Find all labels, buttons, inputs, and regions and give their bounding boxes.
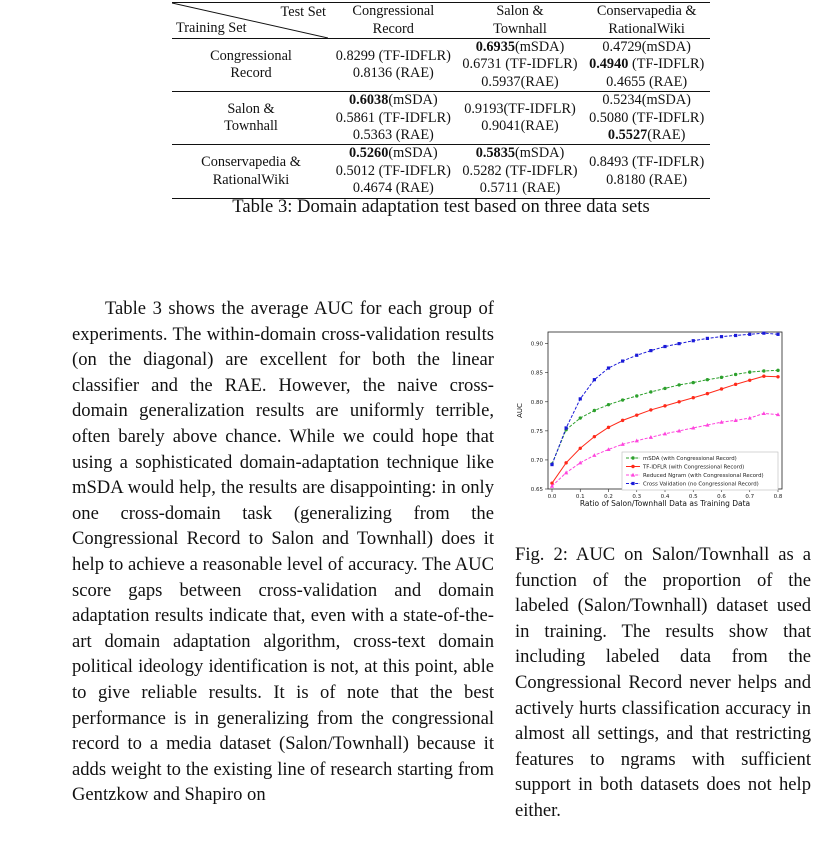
auc-line-chart <box>512 324 812 524</box>
table-cell <box>330 92 457 145</box>
table-cell <box>583 145 710 198</box>
row-header-line: Conservapedia & <box>201 154 301 171</box>
x-tick-label: 0.8 <box>773 494 783 500</box>
series-0-point <box>579 416 582 419</box>
row-header-line: RationalWiki <box>212 171 290 188</box>
series-1-point <box>635 413 638 416</box>
cell-value-line <box>584 110 709 127</box>
series-0-point <box>720 376 723 379</box>
series-1-point <box>564 461 567 464</box>
score-text: 0.5080 (TF-IDFLR) <box>589 109 705 126</box>
cell-value-line <box>331 163 456 180</box>
x-tick-label: 0.3 <box>632 494 642 500</box>
score-text: 0.8493 (TF-IDFLR) <box>589 154 705 171</box>
series-1-point <box>621 419 624 422</box>
series-0-point <box>621 398 624 401</box>
series-3-point <box>663 345 666 348</box>
series-1-point <box>663 404 666 407</box>
row-header-line: Record <box>230 65 272 82</box>
series-1-point <box>692 396 695 399</box>
table-row <box>172 92 710 145</box>
score-text: (mSDA) <box>515 145 565 162</box>
series-1-point <box>607 426 610 429</box>
score-text: 0.5363 (RAE) <box>352 127 434 144</box>
domain-adaptation-table <box>172 2 710 199</box>
cell-value-line <box>584 74 709 91</box>
score-text: 0.5282 (TF-IDFLR) <box>462 162 578 179</box>
series-1-point <box>706 392 709 395</box>
series-0-point <box>748 370 751 373</box>
score-text: 0.4729(mSDA) <box>602 39 691 55</box>
legend-swatch-point <box>631 456 634 459</box>
series-0-point <box>649 390 652 393</box>
row-header <box>172 39 330 92</box>
table-row <box>172 145 710 198</box>
table-corner-header <box>172 3 330 39</box>
best-score: 0.5835 <box>475 145 516 162</box>
table-cell <box>457 39 584 92</box>
series-3-point <box>621 359 624 362</box>
row-header <box>172 92 330 145</box>
series-0-point <box>607 403 610 406</box>
cell-value-line <box>458 56 583 73</box>
y-tick-label: 0.85 <box>530 370 543 377</box>
header-training-set: Training Set <box>176 19 247 36</box>
table-cell <box>583 39 710 92</box>
cell-value-line <box>331 92 456 109</box>
table-cell <box>583 92 710 145</box>
series-3-point <box>692 339 695 342</box>
series-1-point <box>762 374 765 377</box>
x-tick-label: 0.2 <box>604 494 613 500</box>
x-tick-label: 0.7 <box>745 494 755 500</box>
cell-value-line <box>458 118 583 135</box>
x-tick-label: 0.4 <box>660 494 670 500</box>
series-0-point <box>734 373 737 376</box>
best-score: 0.5260 <box>349 145 389 162</box>
series-3-point <box>678 342 681 345</box>
row-header-line: Salon & <box>227 100 275 117</box>
series-3-point <box>607 366 610 369</box>
x-tick-label: 0.6 <box>717 494 726 500</box>
table-row <box>172 39 710 92</box>
cell-value-line <box>584 56 709 73</box>
row-header-line: Congressional <box>210 47 292 64</box>
score-text: (RAE) <box>647 127 686 144</box>
y-tick-label: 0.65 <box>530 487 543 493</box>
legend-label: mSDA (with Congressional Record) <box>643 456 737 462</box>
series-3-point <box>720 335 723 338</box>
series-0-point <box>776 369 779 372</box>
best-score: 0.6038 <box>349 92 389 109</box>
y-tick-label: 0.75 <box>530 428 543 435</box>
series-1-point <box>677 400 680 403</box>
score-text: 0.4674 (RAE) <box>352 180 434 197</box>
legend-swatch-point <box>631 482 634 485</box>
header-test-set: Test Set <box>280 4 326 20</box>
x-axis-label: Ratio of Salon/Townhall Data as Training Data <box>579 499 751 508</box>
score-text: 0.5012 (TF-IDFLR) <box>335 162 451 179</box>
legend-label: Reduced Ngram (with Congressional Record) <box>643 473 764 479</box>
series-3-point <box>776 333 779 336</box>
best-score: 0.5527 <box>607 127 648 144</box>
series-1-point <box>748 379 751 382</box>
cell-value-line <box>458 101 583 118</box>
figure-caption: Fig. 2: AUC on Salon/Townhall as a function of the proportion of the labeled (Salon/Townhall) dataset used in training. The results show that including labeled data from the Congressional Record never helps and actively hurts classification accuracy in almost all settings, and that restricting features to ngrams with sufficient support in both datasets does not help either. <box>515 544 811 821</box>
cell-value-line <box>331 110 456 127</box>
y-axis-label: AUC <box>516 403 524 418</box>
cell-value-line <box>458 163 583 180</box>
score-text: (mSDA) <box>388 145 438 162</box>
series-1-point <box>720 387 723 390</box>
series-0-point <box>663 387 666 390</box>
auc-figure <box>512 324 812 524</box>
legend-label: Cross Validation (no Congressional Record) <box>643 481 759 488</box>
series-3-point <box>565 426 568 429</box>
cell-value-line <box>458 145 583 162</box>
results-table-container <box>172 2 710 199</box>
series-0-point <box>706 378 709 381</box>
cell-value-line <box>331 48 456 65</box>
series-3-point <box>734 334 737 337</box>
y-tick-label: 0.70 <box>530 457 543 464</box>
score-text: 0.5234(mSDA) <box>602 92 691 109</box>
table-cell <box>457 92 584 145</box>
legend-label: TF-IDFLR (with Congressional Record) <box>643 464 745 471</box>
series-1-point <box>579 447 582 450</box>
score-text: 0.8299 (TF-IDFLR) <box>335 47 451 64</box>
series-0-point <box>692 381 695 384</box>
y-tick-label: 0.90 <box>530 341 543 348</box>
score-text: (mSDA) <box>388 92 438 109</box>
cell-value-line <box>458 39 583 56</box>
column-header-salon-townhall: Salon & Townhall <box>457 3 584 39</box>
cell-value-line <box>331 127 456 144</box>
series-3-point <box>706 337 709 340</box>
y-tick-label: 0.80 <box>530 399 543 406</box>
table-cell <box>457 145 584 198</box>
table-cell <box>330 39 457 92</box>
cell-value-line <box>584 127 709 144</box>
cell-value-line <box>458 74 583 91</box>
series-3-point <box>635 354 638 357</box>
column-header-conservapedia-rationalwiki: Conservapedia & RationalWiki <box>583 3 710 39</box>
score-text: 0.9041(RAE) <box>481 118 559 135</box>
score-text: 0.4655 (RAE) <box>606 73 688 90</box>
series-1-point <box>734 383 737 386</box>
table-body <box>172 39 710 199</box>
series-0-point <box>593 409 596 412</box>
x-tick-label: 0.1 <box>575 494 585 500</box>
cell-value-line <box>331 145 456 162</box>
body-paragraph: Table 3 shows the average AUC for each group of experiments. The within-domain cross-validation results (on the diagonal) are excellent for both the linear classifier and the RAE. However, the naive cross-domain generalization results are uniformly terrible, often barely above chance. While we could hope that using a sophisticated domain-adaptation technique like mSDA would help, the results are disappointing: in only one cross-domain task (generalizing from the Congressional Record to Salon and Townhall) does it help to achieve a reasonable level of accuracy. The AUC score gaps between cross-validation and domain adaptation results indicate that, even with a state-of-the-art domain adaptation algorithm, cross-text domain political ideology identification is not, at this point, able to give reliable results. It is of note that the best performance is in generalizing from the congressional record to a media dataset (Salon/Townhall) because it adds weight to the existing line of research starting from Gentzkow and Shapiro on <box>72 298 494 806</box>
table-cell <box>330 145 457 198</box>
score-text: 0.6731 (TF-IDFLR) <box>462 56 578 73</box>
cell-value-line <box>584 172 709 189</box>
score-text: 0.9193(TF-IDFLR) <box>464 100 576 117</box>
table-caption: Table 3: Domain adaptation test based on three data sets <box>232 196 650 217</box>
body-text-column <box>72 296 494 808</box>
series-1-point <box>593 435 596 438</box>
series-0-point <box>635 394 638 397</box>
series-3-point <box>762 332 765 335</box>
series-1-point <box>776 375 779 378</box>
score-text: 0.8136 (RAE) <box>352 65 434 82</box>
series-0-point <box>762 369 765 372</box>
series-3-point <box>593 378 596 381</box>
score-text: 0.5711 (RAE) <box>479 180 561 197</box>
x-tick-label: 0.5 <box>688 494 698 500</box>
cell-value-line <box>584 92 709 109</box>
series-3-point <box>748 333 751 336</box>
legend-swatch-point <box>631 465 634 468</box>
cell-value-line <box>584 154 709 171</box>
row-header-line: Townhall <box>224 118 278 135</box>
series-3-point <box>579 397 582 400</box>
best-score: 0.4940 <box>589 56 629 73</box>
score-text: 0.5861 (TF-IDFLR) <box>335 109 451 126</box>
score-text: 0.5937(RAE) <box>481 73 559 90</box>
score-text: 0.8180 (RAE) <box>606 171 688 188</box>
score-text: (TF-IDFLR) <box>628 56 705 73</box>
series-1-point <box>649 408 652 411</box>
x-tick-label: 0.0 <box>547 494 557 500</box>
column-header-congressional-record: Congressional Record <box>330 3 457 39</box>
series-3-point <box>649 349 652 352</box>
row-header <box>172 145 330 198</box>
best-score: 0.6935 <box>475 39 516 55</box>
series-3-point <box>550 463 553 466</box>
cell-value-line <box>584 39 709 56</box>
score-text: (mSDA) <box>515 39 565 55</box>
series-0-point <box>677 383 680 386</box>
cell-value-line <box>331 65 456 82</box>
